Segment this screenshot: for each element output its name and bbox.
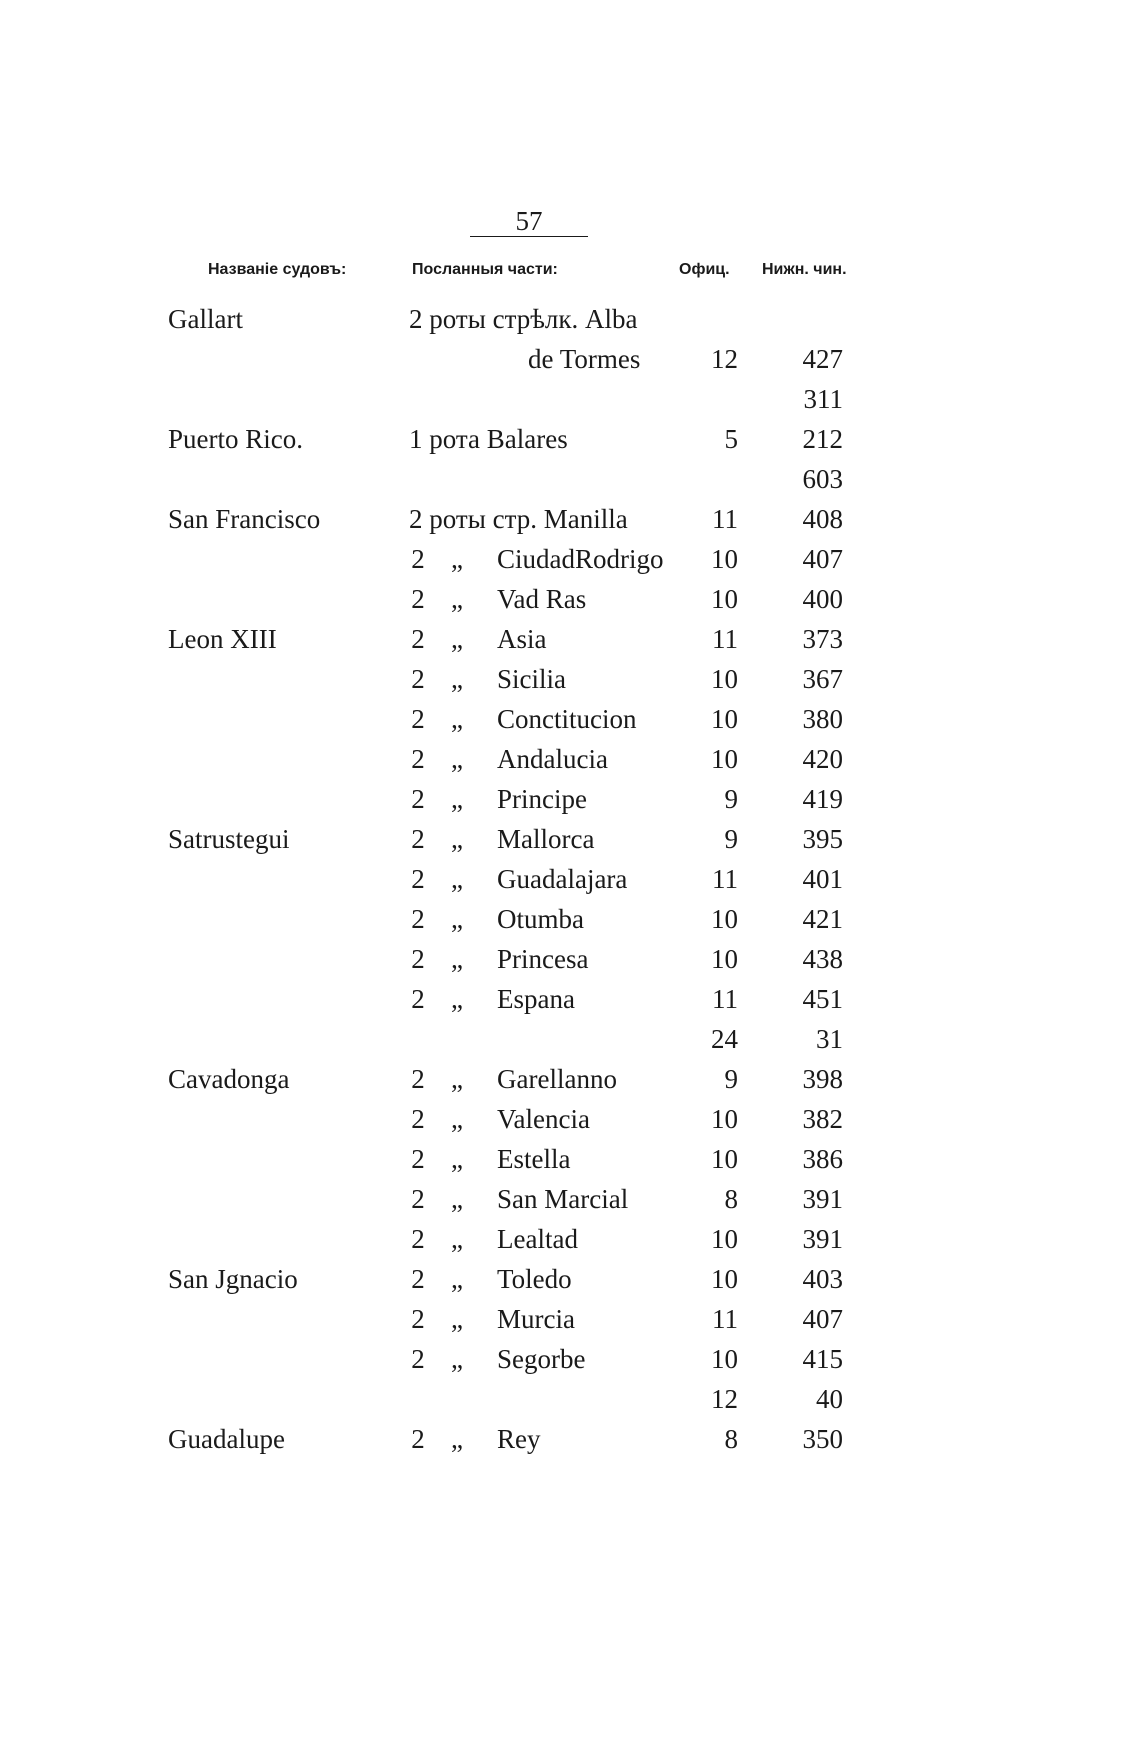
enlisted-count: 403 [802, 1264, 843, 1294]
enlisted-count: 40 [816, 1384, 843, 1414]
unit-name: Lealtad [497, 1224, 578, 1254]
unit-name: Otumba [497, 904, 584, 934]
table-row [0, 1218, 1140, 1258]
officers-count: 11 [712, 984, 738, 1014]
table-row [0, 898, 1140, 938]
unit-count: 2 [411, 904, 425, 934]
officers-count: 11 [712, 504, 738, 534]
officers-count: 10 [711, 1344, 738, 1374]
ship-name: San Jgnacio [168, 1264, 298, 1294]
table-row [0, 658, 1140, 698]
header-units: Посланныя части: [412, 261, 558, 278]
enlisted-count: 427 [802, 344, 843, 374]
table-row [0, 778, 1140, 818]
enlisted-count: 380 [802, 704, 843, 734]
table-header [0, 258, 1140, 288]
ditto-mark: „ [451, 904, 463, 934]
table-row [0, 1298, 1140, 1338]
unit-count: 2 [411, 664, 425, 694]
ditto-mark: „ [451, 784, 463, 814]
page-number: 57 [515, 206, 543, 236]
table-row [0, 578, 1140, 618]
table-row [0, 1258, 1140, 1298]
unit-count: 2 [411, 1344, 425, 1374]
ditto-mark: „ [451, 1184, 463, 1214]
unit-count: 2 [411, 864, 425, 894]
ditto-mark: „ [451, 1104, 463, 1134]
ship-name: San Francisco [168, 504, 321, 534]
table-row [0, 1418, 1140, 1458]
officers-count: 12 [711, 1384, 738, 1414]
table-row [0, 1378, 1140, 1418]
header-enlisted: Нижн. чин. [762, 261, 847, 278]
unit-count: 2 [411, 544, 425, 574]
ditto-mark: „ [451, 744, 463, 774]
table-row [0, 458, 1140, 498]
header-ship: Названіе судовъ: [208, 261, 347, 278]
officers-count: 9 [724, 824, 738, 854]
unit-text: de Tormes [528, 344, 641, 374]
ditto-mark: „ [451, 1064, 463, 1094]
officers-count: 24 [711, 1024, 738, 1054]
ditto-mark: „ [451, 1264, 463, 1294]
officers-count: 10 [711, 1144, 738, 1174]
table-row [0, 378, 1140, 418]
unit-count: 2 [411, 784, 425, 814]
enlisted-count: 438 [802, 944, 843, 974]
unit-count: 2 [411, 624, 425, 654]
enlisted-count: 212 [802, 424, 843, 454]
unit-name: Conctitucion [497, 704, 637, 734]
unit-name: Principe [497, 784, 587, 814]
table-row [0, 338, 1140, 378]
officers-count: 11 [712, 864, 738, 894]
officers-count: 10 [711, 584, 738, 614]
enlisted-count: 391 [802, 1224, 843, 1254]
enlisted-count: 311 [803, 384, 843, 414]
enlisted-count: 386 [802, 1144, 843, 1174]
ship-name: Cavadonga [168, 1064, 290, 1094]
unit-name: Rey [497, 1424, 541, 1454]
unit-count: 2 [411, 944, 425, 974]
unit-name: Sicilia [497, 664, 566, 694]
officers-count: 10 [711, 1104, 738, 1134]
unit-name: Garellanno [497, 1064, 617, 1094]
unit-count: 2 [411, 744, 425, 774]
unit-name: Vad Ras [497, 584, 587, 614]
ship-name: Leon XIII [168, 624, 277, 654]
enlisted-count: 398 [802, 1064, 843, 1094]
unit-name: Guadalajara [497, 864, 628, 894]
officers-count: 9 [724, 1064, 738, 1094]
ditto-mark: „ [451, 1144, 463, 1174]
unit-count: 2 [411, 704, 425, 734]
unit-name: Mallorca [497, 824, 595, 854]
officers-count: 10 [711, 1224, 738, 1254]
enlisted-count: 395 [802, 824, 843, 854]
enlisted-count: 367 [802, 664, 843, 694]
unit-count: 2 [411, 824, 425, 854]
table-row [0, 418, 1140, 458]
officers-count: 8 [724, 1424, 738, 1454]
officers-count: 11 [712, 624, 738, 654]
unit-count: 2 [411, 584, 425, 614]
enlisted-count: 420 [802, 744, 843, 774]
officers-count: 10 [711, 704, 738, 734]
enlisted-count: 408 [802, 504, 843, 534]
enlisted-count: 400 [802, 584, 843, 614]
ditto-mark: „ [451, 664, 463, 694]
ditto-mark: „ [451, 1224, 463, 1254]
table-row [0, 1018, 1140, 1058]
enlisted-count: 373 [802, 624, 843, 654]
ship-name: Guadalupe [168, 1424, 285, 1454]
unit-name: Espana [497, 984, 575, 1014]
table-row [0, 1338, 1140, 1378]
unit-name: Andalucia [497, 744, 608, 774]
unit-count: 2 [411, 1104, 425, 1134]
table-row [0, 1098, 1140, 1138]
ship-name: Gallart [168, 304, 243, 334]
page-number-rule [470, 236, 588, 237]
unit-name: Valencia [497, 1104, 590, 1134]
unit-name: Estella [497, 1144, 571, 1174]
table-row [0, 1178, 1140, 1218]
ditto-mark: „ [451, 984, 463, 1014]
table-row [0, 498, 1140, 538]
unit-count: 2 [411, 1224, 425, 1254]
unit-count: 2 [411, 1144, 425, 1174]
ditto-mark: „ [451, 1424, 463, 1454]
ditto-mark: „ [451, 704, 463, 734]
enlisted-count: 391 [802, 1184, 843, 1214]
enlisted-count: 415 [802, 1344, 843, 1374]
officers-count: 12 [711, 344, 738, 374]
ship-name: Satrustegui [168, 824, 290, 854]
unit-name: Asia [497, 624, 547, 654]
officers-count: 5 [724, 424, 738, 454]
unit-name: Princesa [497, 944, 589, 974]
enlisted-count: 407 [802, 1304, 843, 1334]
enlisted-count: 421 [802, 904, 843, 934]
enlisted-count: 407 [802, 544, 843, 574]
unit-count: 2 [411, 1184, 425, 1214]
officers-count: 10 [711, 944, 738, 974]
unit-name: Segorbe [497, 1344, 586, 1374]
unit-name: San Marcial [497, 1184, 629, 1214]
unit-count: 2 [411, 1064, 425, 1094]
officers-count: 11 [712, 1304, 738, 1334]
table-row [0, 818, 1140, 858]
table-row [0, 1058, 1140, 1098]
table-row [0, 938, 1140, 978]
ditto-mark: „ [451, 624, 463, 654]
ditto-mark: „ [451, 824, 463, 854]
ditto-mark: „ [451, 864, 463, 894]
ship-name: Puerto Rico. [168, 424, 303, 454]
enlisted-count: 401 [802, 864, 843, 894]
officers-count: 10 [711, 744, 738, 774]
unit-name: Murcia [497, 1304, 575, 1334]
enlisted-count: 419 [802, 784, 843, 814]
unit-count: 2 [411, 1264, 425, 1294]
unit-count: 2 [411, 1304, 425, 1334]
officers-count: 10 [711, 1264, 738, 1294]
enlisted-count: 603 [802, 464, 843, 494]
table-row [0, 858, 1140, 898]
unit-text: 1 рота Balares [409, 424, 568, 454]
unit-name: Toledo [497, 1264, 572, 1294]
officers-count: 10 [711, 664, 738, 694]
unit-text: 2 роты стрѣлк. Alba [409, 304, 638, 334]
table-row [0, 618, 1140, 658]
officers-count: 9 [724, 784, 738, 814]
enlisted-count: 451 [802, 984, 843, 1014]
unit-count: 2 [411, 1424, 425, 1454]
ditto-mark: „ [451, 584, 463, 614]
unit-text: 2 роты стр. Manilla [409, 504, 628, 534]
enlisted-count: 31 [816, 1024, 843, 1054]
officers-count: 8 [724, 1184, 738, 1214]
ditto-mark: „ [451, 1344, 463, 1374]
officers-count: 10 [711, 904, 738, 934]
table-row [0, 978, 1140, 1018]
unit-name: CiudadRodrigo [497, 544, 664, 574]
table-row [0, 738, 1140, 778]
ditto-mark: „ [451, 1304, 463, 1334]
officers-count: 10 [711, 544, 738, 574]
table-row [0, 698, 1140, 738]
table-row [0, 538, 1140, 578]
ditto-mark: „ [451, 544, 463, 574]
ship-table [0, 298, 1140, 1458]
unit-count: 2 [411, 984, 425, 1014]
ditto-mark: „ [451, 944, 463, 974]
table-row [0, 298, 1140, 338]
enlisted-count: 350 [802, 1424, 843, 1454]
enlisted-count: 382 [802, 1104, 843, 1134]
header-officers: Офиц. [679, 261, 730, 278]
table-row [0, 1138, 1140, 1178]
